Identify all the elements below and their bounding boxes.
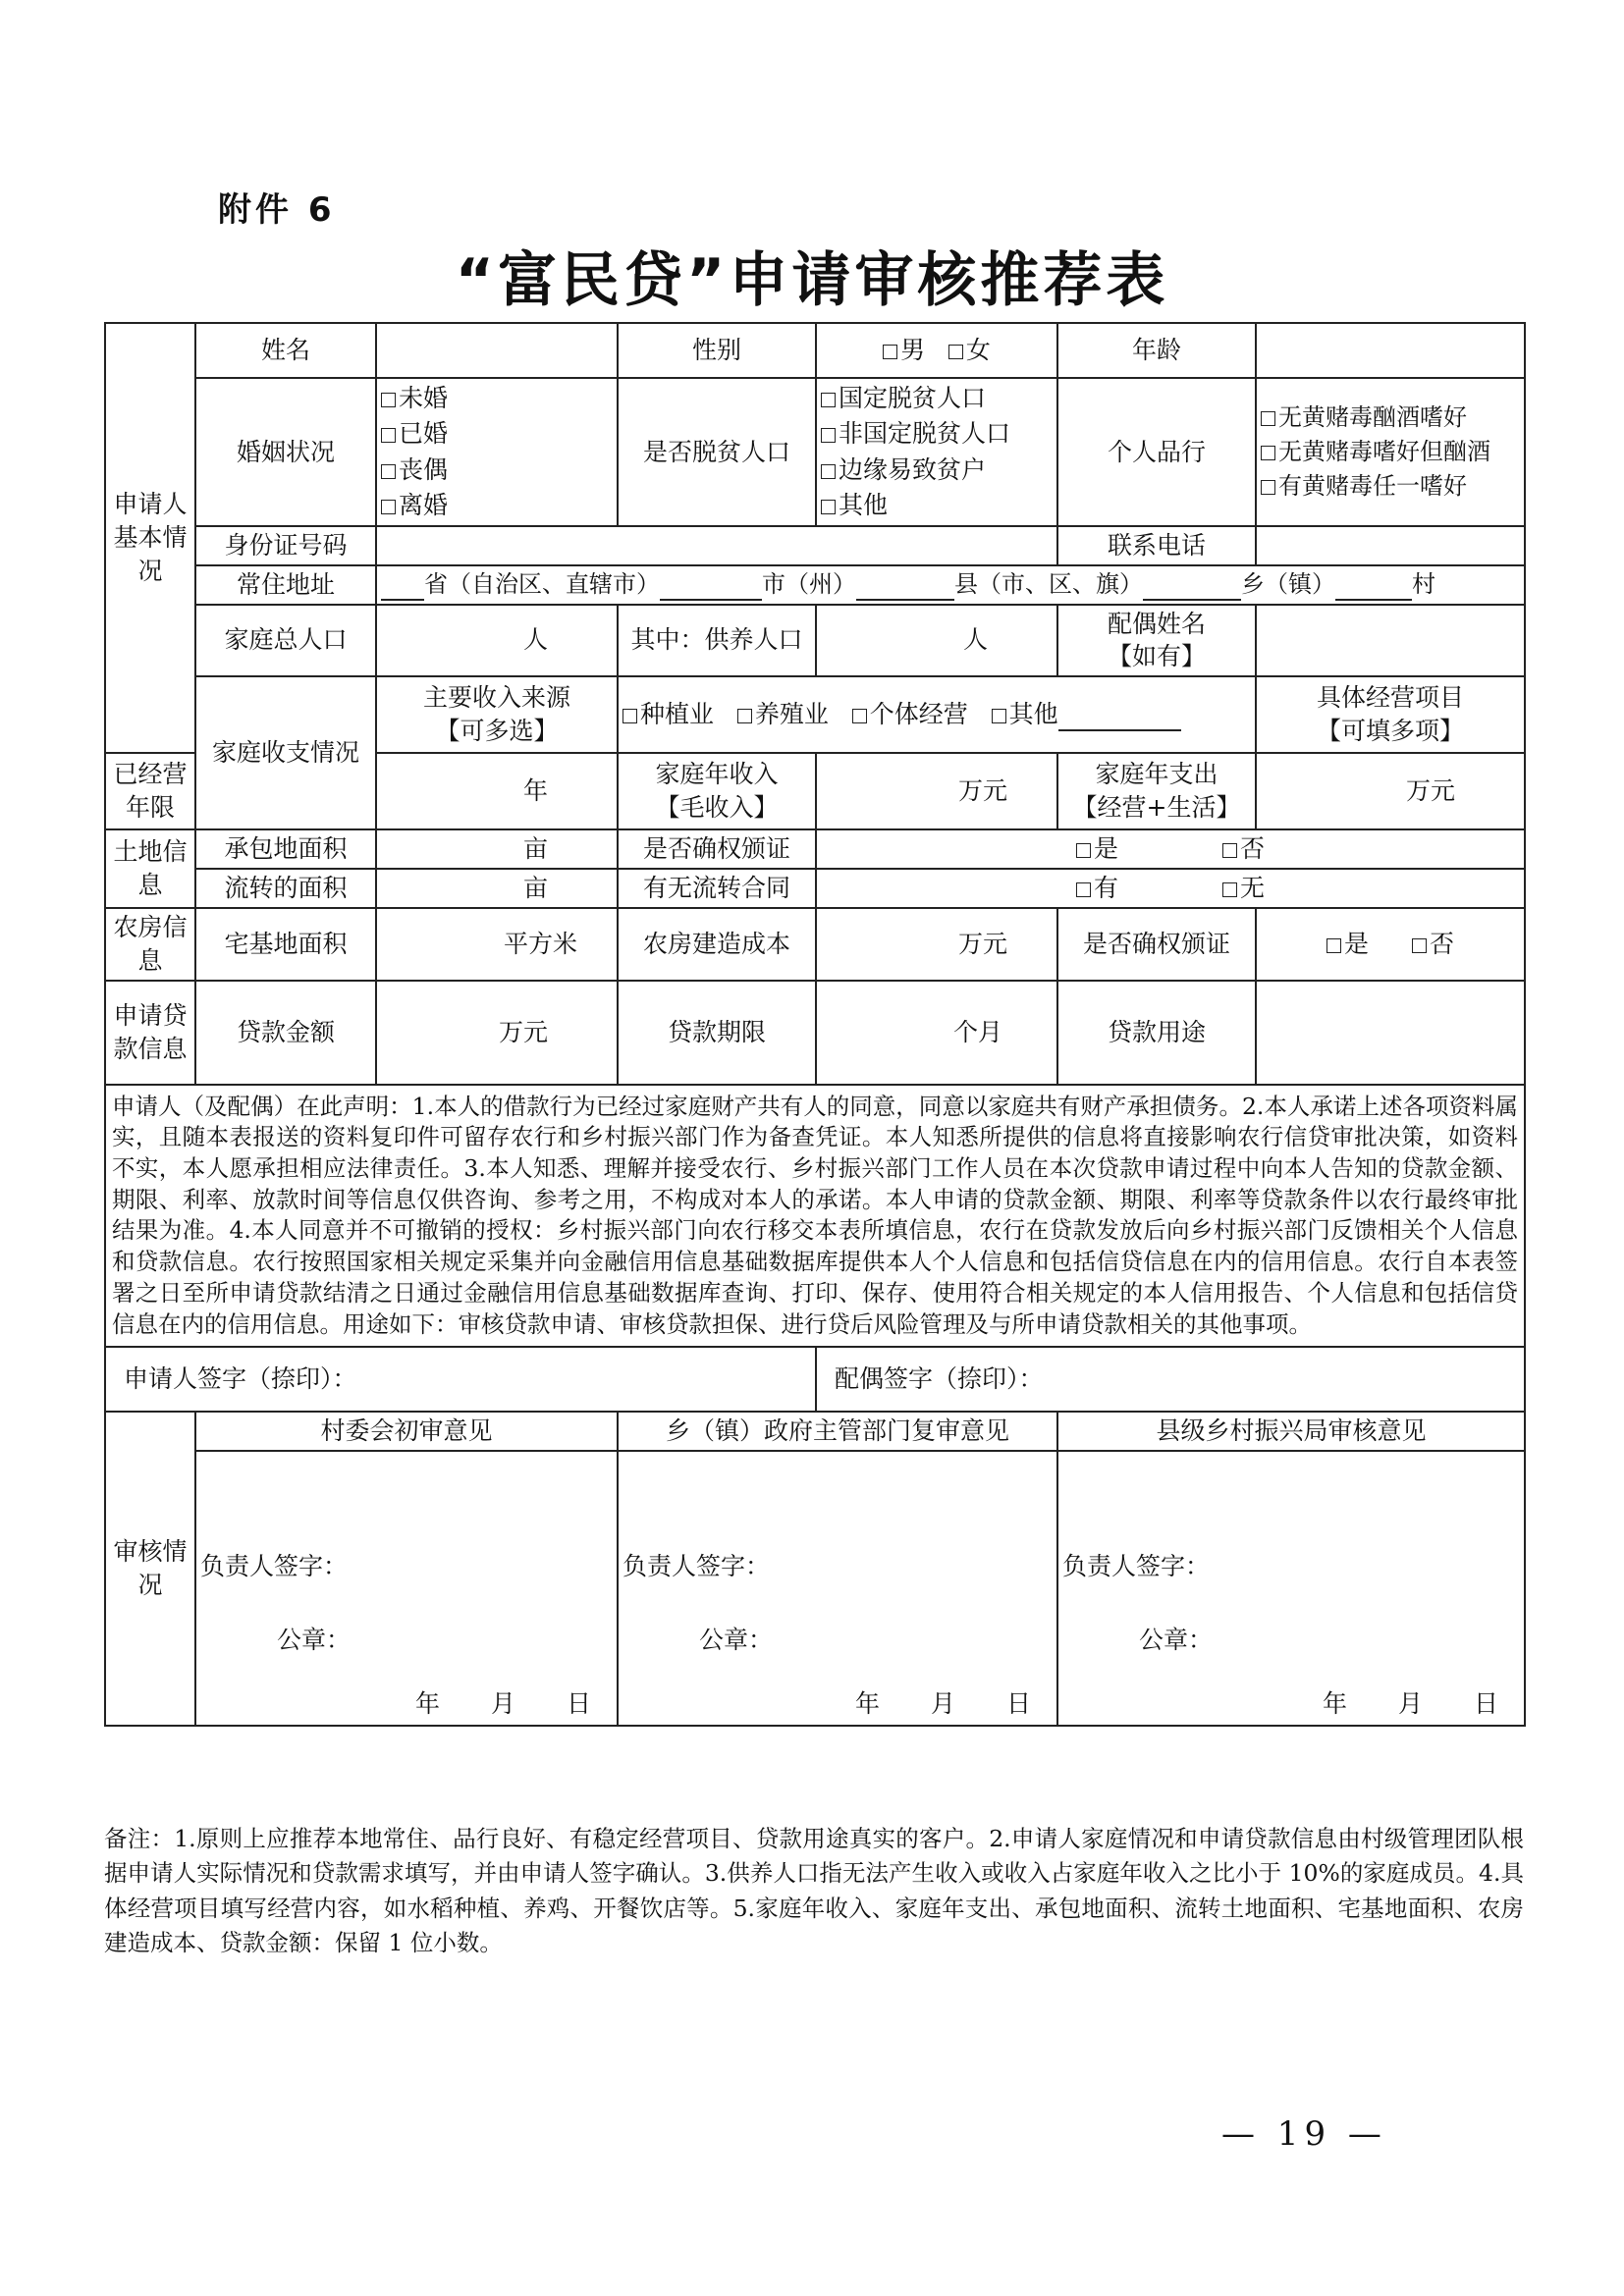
id-number-field[interactable] — [376, 526, 1057, 565]
checkbox-icon — [992, 709, 1006, 723]
official-seal-label: 公章： — [699, 1626, 774, 1654]
checkbox-icon — [948, 345, 963, 359]
official-seal-label: 公章： — [277, 1626, 352, 1654]
village-opinion-box[interactable] — [195, 1451, 618, 1726]
county-blank[interactable] — [856, 575, 954, 601]
checkbox-icon — [737, 709, 752, 723]
footnotes: 备注：1.原则上应推荐本地常住、品行良好、有稳定经营项目、贷款用途真实的客户。2.申请人家庭情况和申请贷款信息由村级管理团队根据申请人实际情况和贷款需求填写，并由申请人签字确认。3.供养人口指无法产生收入或收入占家庭年收入之比小于 10%的家庭成员。4.具体经营项目填写经营内容，如水稻种植、养鸡、开餐饮店等。5.家庭年收入、家庭年支出、承包地面积、流转土地面积、宅基地面积、农房建造成本、贷款金额：保留 1 位小数。 — [104, 1825, 1524, 1956]
conduct-option-vice[interactable]: 有黄赌毒任一嗜好 — [1261, 469, 1520, 504]
section-house: 农房信息 — [105, 908, 195, 981]
name-field[interactable] — [376, 323, 618, 378]
income-source-breeding[interactable]: 养殖业 — [737, 700, 829, 728]
land-cert-options — [816, 829, 1525, 869]
contract-area-label: 承包地面积 — [195, 829, 376, 869]
operating-years-field[interactable]: 年 — [376, 753, 618, 829]
checkbox-icon — [821, 500, 836, 514]
attachment-label: 附件 6 — [218, 190, 336, 230]
review-col-town: 乡（镇）政府主管部门复审意见 — [618, 1412, 1057, 1451]
income-source-other[interactable]: 其他 — [992, 700, 1181, 728]
house-cost-field[interactable]: 万元 — [816, 908, 1057, 981]
page-number: — 19 — — [1221, 2114, 1387, 2154]
marital-option-married[interactable]: 已婚 — [381, 416, 613, 452]
town-blank[interactable] — [1143, 575, 1241, 601]
official-seal-label: 公章： — [1139, 1626, 1214, 1654]
age-field[interactable] — [1256, 323, 1525, 378]
transfer-contract-label: 有无流转合同 — [618, 869, 816, 908]
checkbox-icon — [1261, 480, 1275, 495]
dependents-field[interactable]: 人 — [816, 605, 1057, 677]
transfer-area-label: 流转的面积 — [195, 869, 376, 908]
marital-option-unmarried[interactable]: 未婚 — [381, 381, 613, 416]
loan-term-label: 贷款期限 — [618, 981, 816, 1085]
application-form-table — [104, 322, 1526, 1727]
poverty-option-other[interactable]: 其他 — [821, 488, 1053, 523]
date-line: 年 月 日 — [854, 1689, 1031, 1718]
checkbox-icon — [1326, 938, 1341, 953]
declaration-text: 申请人（及配偶）在此声明：1.本人的借款行为已经过家庭财产共有人的同意，同意以家庭共有财产承担债务。2.本人承诺上述各项资料属实，且随本表报送的资料复印件可留存农行和乡村振兴部门作为备查凭证。本人知悉所提供的信息将直接影响农行信贷审批决策，如资料不实，本人愿承担相应法律责任。3.本人知悉、理解并接受农行、乡村振兴部门工作人员在本次贷款申请过程中向本人告知的贷款金额、期限、利率、放款时间等信息仅供咨询、参考之用，不构成对本人的承诺。本人申请的贷款金额、期限、利率等贷款条件以农行最终审批结果为准。4.本人同意并不可撤销的授权：乡村振兴部门向农行移交本表所填信息，农行在贷款发放后向乡村振兴部门反馈相关个人信息和贷款信息。农行按照国家相关规定采集并向金融信用信息基础数据库提供本人个人信息和包括信贷信息在内的信用信息。农行自本表签署之日至所申请贷款结清之日通过金融信用信息基础数据库查询、打印、保存、使用符合相关规定的本人信用报告、个人信息和包括信贷信息在内的信用信息。用途如下：审核贷款申请、审核贷款担保、进行贷后风险管理及与所申请贷款相关的其他事项。 — [105, 1085, 1525, 1348]
address-label: 常住地址 — [195, 565, 376, 605]
village-blank[interactable] — [1335, 575, 1412, 601]
annual-income-field[interactable]: 万元 — [816, 753, 1057, 829]
loan-purpose-field[interactable] — [1256, 981, 1525, 1085]
income-other-blank[interactable] — [1058, 706, 1181, 731]
checkbox-icon — [821, 464, 836, 479]
age-label: 年龄 — [1057, 323, 1256, 378]
address-field[interactable] — [376, 565, 1525, 605]
transfer-contract-have[interactable]: 有 — [1076, 874, 1118, 902]
house-cost-label: 农房建造成本 — [618, 908, 816, 981]
city-blank[interactable] — [660, 575, 762, 601]
checkbox-icon — [821, 428, 836, 443]
annual-expense-field[interactable]: 万元 — [1256, 753, 1525, 829]
date-line: 年 月 日 — [414, 1689, 591, 1718]
address-city-label: 市（州） — [762, 570, 856, 599]
transfer-area-field[interactable]: 亩 — [376, 869, 618, 908]
review-col-village: 村委会初审意见 — [195, 1412, 618, 1451]
phone-label: 联系电话 — [1057, 526, 1256, 565]
gender-female-checkbox[interactable]: 女 — [948, 336, 991, 364]
checkbox-icon — [1261, 411, 1275, 426]
annual-income-label: 家庭年收入 【毛收入】 — [618, 753, 816, 829]
homestead-area-label: 宅基地面积 — [195, 908, 376, 981]
transfer-contract-options — [816, 869, 1525, 908]
annual-expense-label: 家庭年支出 【经营+生活】 — [1057, 753, 1256, 829]
checkbox-icon — [1222, 843, 1237, 858]
checkbox-icon — [883, 345, 897, 359]
section-review: 审核情况 — [105, 1412, 195, 1726]
checkbox-icon — [381, 500, 396, 514]
poverty-option-national[interactable]: 国定脱贫人口 — [821, 381, 1053, 416]
marital-option-widowed[interactable]: 丧偶 — [381, 453, 613, 488]
dependents-label: 其中：供养人口 — [618, 605, 816, 677]
contract-area-field[interactable]: 亩 — [376, 829, 618, 869]
checkbox-icon — [1261, 446, 1275, 460]
checkbox-icon — [381, 428, 396, 443]
responsible-signature-label: 负责人签字： — [1062, 1552, 1211, 1580]
house-cert-options — [1256, 908, 1525, 981]
operating-years-label: 已经营年限 — [105, 753, 195, 829]
date-line: 年 月 日 — [1322, 1689, 1498, 1718]
section-land: 土地信息 — [105, 829, 195, 908]
spouse-name-label: 配偶姓名 【如有】 — [1057, 605, 1256, 677]
income-source-planting[interactable]: 种植业 — [623, 700, 714, 728]
checkbox-icon — [1076, 843, 1091, 858]
loan-term-field[interactable]: 个月 — [816, 981, 1057, 1085]
house-cert-no[interactable]: 否 — [1412, 930, 1454, 958]
loan-amount-field[interactable]: 万元 — [376, 981, 618, 1085]
review-col-county: 县级乡村振兴局审核意见 — [1057, 1412, 1525, 1451]
gender-label: 性别 — [618, 323, 816, 378]
address-province-label: 省（自治区、直辖市） — [424, 570, 660, 599]
marital-options — [376, 378, 618, 526]
marital-option-divorced[interactable]: 离婚 — [381, 488, 613, 523]
income-source-options — [618, 676, 1256, 753]
conduct-options — [1256, 378, 1525, 526]
checkbox-icon — [381, 393, 396, 407]
address-village-label: 村 — [1412, 570, 1435, 599]
section-family-income: 家庭收支情况 — [195, 676, 376, 829]
loan-purpose-label: 贷款用途 — [1057, 981, 1256, 1085]
conduct-option-drinking[interactable]: 无黄赌毒嗜好但酗酒 — [1261, 435, 1520, 469]
poverty-options — [816, 378, 1057, 526]
family-population-label: 家庭总人口 — [195, 605, 376, 677]
form-title: “富民贷”申请审核推荐表 — [455, 246, 1169, 315]
responsible-signature-label: 负责人签字： — [200, 1552, 349, 1580]
checkbox-icon — [1222, 882, 1237, 897]
province-blank[interactable] — [381, 575, 424, 601]
poverty-option-non-national[interactable]: 非国定脱贫人口 — [821, 416, 1053, 452]
loan-amount-label: 贷款金额 — [195, 981, 376, 1085]
poverty-label: 是否脱贫人口 — [618, 378, 816, 526]
gender-options — [816, 323, 1057, 378]
homestead-area-field[interactable]: 平方米 — [376, 908, 618, 981]
transfer-contract-none[interactable]: 无 — [1222, 874, 1265, 902]
name-label: 姓名 — [195, 323, 376, 378]
checkbox-icon — [821, 393, 836, 407]
conduct-option-clean[interactable]: 无黄赌毒酗酒嗜好 — [1261, 400, 1520, 435]
land-cert-no[interactable]: 否 — [1222, 834, 1265, 863]
business-project-label: 具体经营项目 【可填多项】 — [1256, 676, 1525, 753]
house-cert-label: 是否确权颁证 — [1057, 908, 1256, 981]
income-source-business[interactable]: 个体经营 — [852, 700, 968, 728]
family-population-field[interactable]: 人 — [376, 605, 618, 677]
checkbox-icon — [1076, 882, 1091, 897]
spouse-name-field[interactable] — [1256, 605, 1525, 677]
checkbox-icon — [623, 709, 637, 723]
checkbox-icon — [1412, 938, 1427, 953]
poverty-option-marginal[interactable]: 边缘易致贫户 — [821, 453, 1053, 488]
land-cert-label: 是否确权颁证 — [618, 829, 816, 869]
checkbox-icon — [381, 464, 396, 479]
checkbox-icon — [852, 709, 867, 723]
house-cert-yes[interactable]: 是 — [1326, 930, 1369, 958]
section-applicant-basic: 申请人基本情况 — [105, 323, 195, 753]
land-cert-yes[interactable]: 是 — [1076, 834, 1118, 863]
county-opinion-box[interactable] — [1057, 1451, 1525, 1726]
town-opinion-box[interactable] — [618, 1451, 1057, 1726]
gender-male-checkbox[interactable]: 男 — [883, 336, 925, 364]
address-county-label: 县（市、区、旗） — [954, 570, 1143, 599]
spouse-signature[interactable]: 配偶签字（捺印）： — [816, 1347, 1525, 1412]
id-number-label: 身份证号码 — [195, 526, 376, 565]
marital-label: 婚姻状况 — [195, 378, 376, 526]
phone-field[interactable] — [1256, 526, 1525, 565]
conduct-label: 个人品行 — [1057, 378, 1256, 526]
income-source-label: 主要收入来源 【可多选】 — [376, 676, 618, 753]
section-loan: 申请贷款信息 — [105, 981, 195, 1085]
applicant-signature[interactable]: 申请人签字（捺印）： — [105, 1347, 816, 1412]
responsible-signature-label: 负责人签字： — [623, 1552, 771, 1580]
address-town-label: 乡（镇） — [1241, 570, 1335, 599]
